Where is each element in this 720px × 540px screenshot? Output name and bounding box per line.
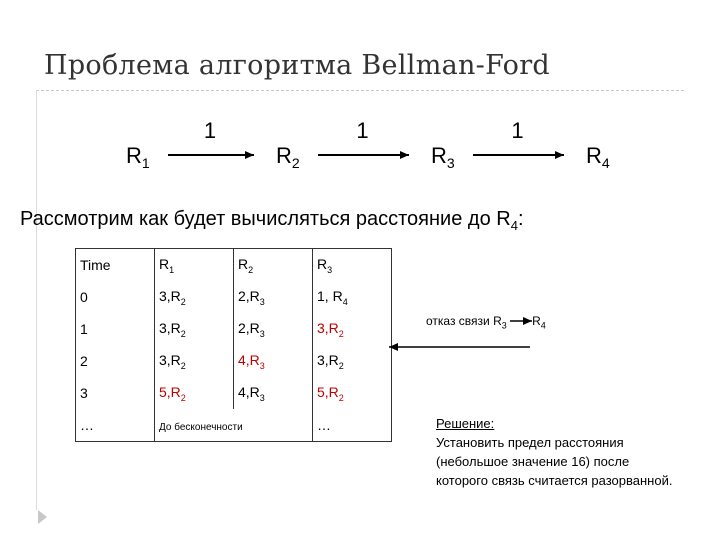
prompt-sub: 4 [510, 218, 518, 233]
table-cell: $R_1$ [155, 249, 234, 282]
router-node-label: $R_2$ [276, 143, 300, 171]
table-cell: … [76, 409, 155, 442]
table-cell: $4,R_3$ [234, 377, 313, 409]
failure-to-sub: 4 [540, 320, 546, 331]
solution-line: Установить предел расстояния [436, 435, 624, 450]
slide-title: Проблема алгоритма Bellman-Ford [44, 50, 551, 81]
table-cell: Time [76, 249, 155, 282]
solution-heading: Решение: [436, 416, 495, 431]
solution-box [436, 414, 716, 490]
prompt-text [20, 208, 524, 233]
table-row [76, 313, 392, 345]
table-cell: $3,R_2$ [155, 345, 234, 377]
solution-line: (небольшое значение 16) после [436, 454, 630, 469]
failure-text: отказ связи R [426, 314, 502, 328]
router-node-label: $R_1$ [126, 143, 150, 171]
table-cell: До бесконечности [155, 409, 313, 442]
table-cell: $2,R_3$ [234, 313, 313, 345]
edge-weight-label: 1 [511, 118, 524, 143]
table-row [76, 281, 392, 313]
router-node-label: $R_3$ [431, 143, 455, 171]
failure-from-sub: 3 [501, 320, 507, 331]
table-cell: 1, $R_4$ [313, 281, 392, 313]
table-cell: $3,R_2$ [313, 313, 392, 345]
link-failure-note [426, 314, 546, 330]
router-node-label: $R_4$ [586, 143, 610, 171]
bullet-triangle-icon [38, 510, 47, 524]
table-cell: 3 [76, 377, 155, 409]
title-divider [36, 90, 684, 91]
table-row [76, 345, 392, 377]
table-cell: 2 [76, 345, 155, 377]
prompt-suffix: : [517, 208, 524, 230]
failure-to: R [532, 314, 541, 328]
edge-weight-label: 1 [203, 118, 217, 143]
table-cell: … [313, 409, 392, 442]
table-row [76, 249, 392, 282]
table-row [76, 377, 392, 409]
table-cell: $3,R_2$ [313, 345, 392, 377]
table-cell: 0 [76, 281, 155, 313]
table-cell: 1 [76, 313, 155, 345]
network-diagram [0, 100, 720, 200]
table-cell: $4,R_3$ [234, 345, 313, 377]
prompt-main: Рассмотрим как будет вычисляться расстояние до R [20, 208, 511, 230]
edge-weight-label: 1 [356, 118, 369, 143]
table-row [76, 409, 392, 442]
table-cell: $3,R_2$ [155, 281, 234, 313]
table-cell: $R_2$ [234, 249, 313, 282]
table-cell: $R_3$ [313, 249, 392, 282]
table-cell: $5,R_2$ [313, 377, 392, 409]
distance-table [75, 248, 392, 442]
table-cell: $3,R_2$ [155, 313, 234, 345]
table-cell: $5,R_2$ [155, 377, 234, 409]
table-cell: $2,R_3$ [234, 281, 313, 313]
solution-line: которого связь считается разорванной. [436, 473, 673, 488]
